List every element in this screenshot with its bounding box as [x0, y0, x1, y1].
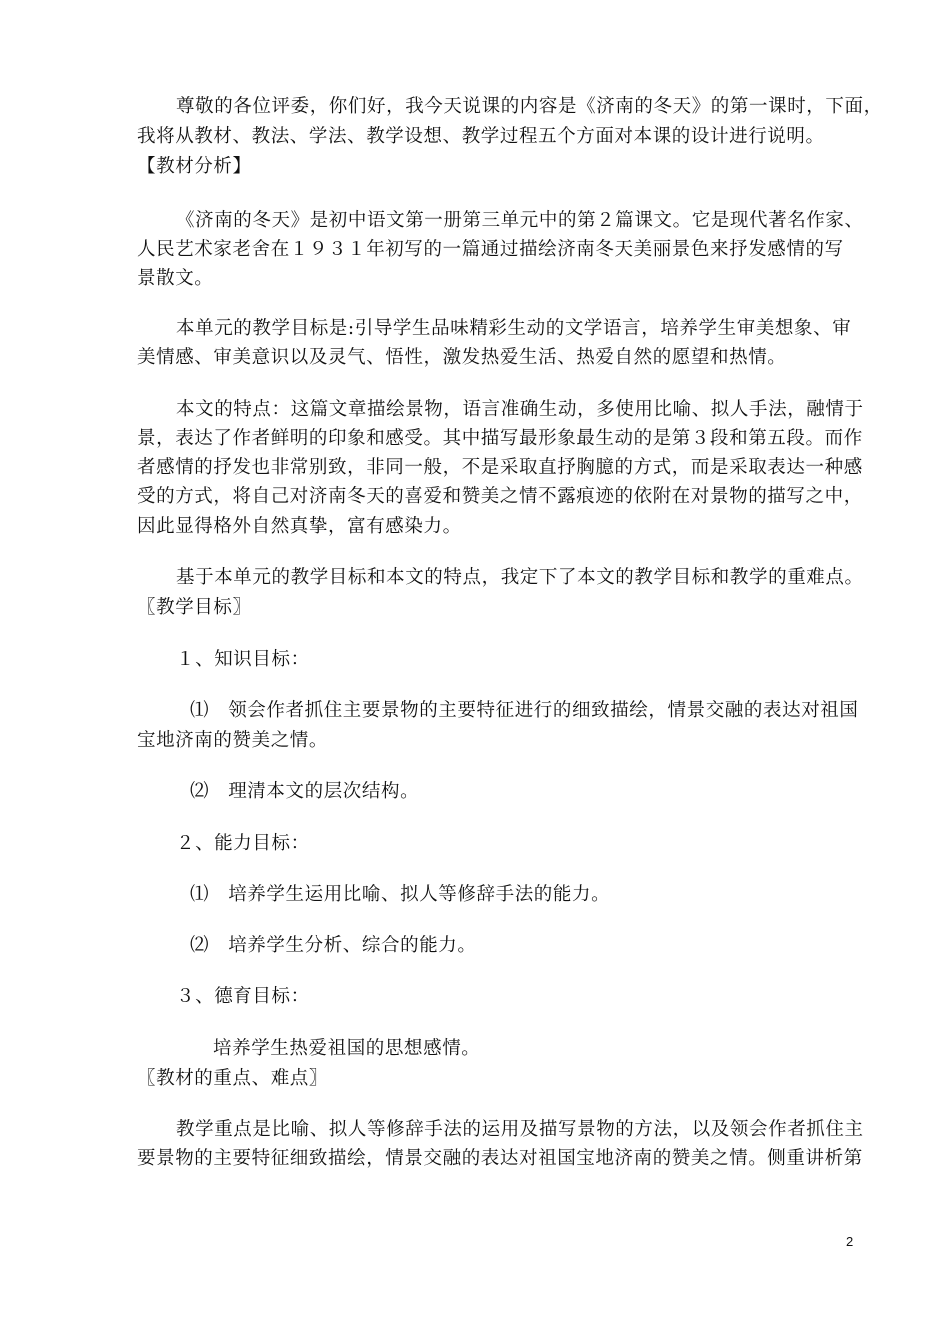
key-points-line-1: 教学重点是比喻、拟人等修辞手法的运用及描写景物的方法，以及领会作者抓住主 [176, 1119, 864, 1140]
knowledge-item-2: ⑵ 理清本文的层次结构。 [190, 781, 420, 802]
knowledge-goal-heading: １、知识目标： [176, 649, 310, 670]
moral-goal-heading: ３、德育目标： [176, 986, 310, 1007]
textbook-paragraph-line-2: 人民艺术家老舍在１９３１年初写的一篇通过描绘济南冬天美丽景色来抒发感情的写 [137, 239, 844, 260]
basis-sentence: 基于本单元的教学目标和本文的特点，我定下了本文的教学目标和教学的重难点。 [176, 567, 864, 588]
moral-item: 培养学生热爱祖国的思想感情。 [213, 1038, 481, 1059]
key-points-line-2: 要景物的主要特征细致描绘，情景交融的表达对祖国宝地济南的赞美之情。侧重讲析第 [137, 1148, 863, 1169]
features-line-3: 者感情的抒发也非常别致，非同一般，不是采取直抒胸臆的方式，而是采取表达一种感 [137, 457, 863, 478]
intro-line-2: 我将从教材、教法、学法、教学设想、教学过程五个方面对本课的设计进行说明。 [137, 126, 825, 147]
features-line-4: 受的方式，将自己对济南冬天的喜爱和赞美之情不露痕迹的依附在对景物的描写之中， [137, 486, 863, 507]
section-heading-textbook-analysis: 【教材分析】 [137, 156, 252, 177]
knowledge-item-1-line-2: 宝地济南的赞美之情。 [137, 730, 329, 751]
features-line-5: 因此显得格外自然真挚，富有感染力。 [137, 516, 462, 537]
features-line-2: 景，表达了作者鲜明的印象和感受。其中描写最形象最生动的是第３段和第五段。而作 [137, 428, 863, 449]
intro-line-1: 尊敬的各位评委，你们好，我今天说课的内容是《济南的冬天》的第一课时，下面， [176, 96, 883, 117]
unit-goal-line-1: 本单元的教学目标是:引导学生品味精彩生动的文学语言，培养学生审美想象、审 [176, 318, 852, 339]
ability-item-2: ⑵ 培养学生分析、综合的能力。 [190, 935, 477, 956]
section-heading-teaching-goals: 〖教学目标〗 [137, 597, 252, 618]
unit-goal-line-2: 美情感、审美意识以及灵气、悟性，激发热爱生活、热爱自然的愿望和热情。 [137, 347, 787, 368]
features-line-1: 本文的特点：这篇文章描绘景物，语言准确生动，多使用比喻、拟人手法，融情于 [176, 399, 864, 420]
knowledge-item-1-line-1: ⑴ 领会作者抓住主要景物的主要特征进行的细致描绘，情景交融的表达对祖国 [190, 700, 859, 721]
textbook-paragraph-line-3: 景散文。 [137, 268, 214, 289]
page-number: 2 [846, 1234, 854, 1249]
ability-goal-heading: ２、能力目标： [176, 833, 310, 854]
ability-item-1: ⑴ 培养学生运用比喻、拟人等修辞手法的能力。 [190, 884, 611, 905]
section-heading-key-difficult-points: 〖教材的重点、难点〗 [137, 1068, 329, 1089]
textbook-paragraph-line-1: 《济南的冬天》是初中语文第一册第三单元中的第２篇课文。它是现代著名作家、 [176, 210, 864, 231]
